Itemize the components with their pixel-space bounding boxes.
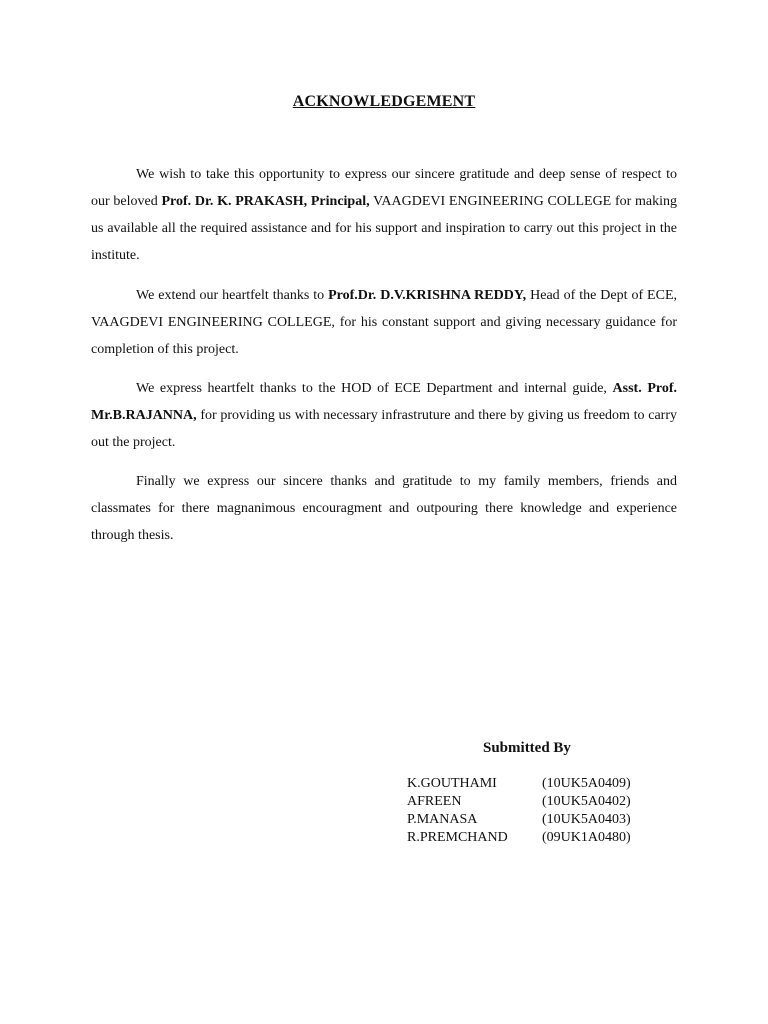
member-roll-number: (10UK5A0402) <box>542 794 631 809</box>
paragraph-text: We extend our heartfelt thanks to <box>136 288 329 303</box>
paragraph-bold-name: Prof.Dr. D.V.KRISHNA REDDY, <box>328 288 527 303</box>
member-row <box>407 811 631 829</box>
paragraph-text: VAAGDEVI ENGINEERING COLLEGE for making us available all the required assistance and for his support and inspiration to carry out this project in the institute. <box>91 194 677 263</box>
paragraph-text: Finally we express our sincere thanks and gratitude to my family members, friends and classmates for there magnanimous encouragment and outpouring there knowledge and experience through thesis. <box>91 474 677 543</box>
page-title: ACKNOWLEDGEMENT <box>292 93 476 110</box>
member-row <box>407 793 631 811</box>
paragraph-principal-thanks <box>91 161 677 269</box>
paragraph-text: Head of the Dept of ECE, VAAGDEVI ENGINEERING COLLEGE, for his constant support and giving necessary guidance for completion of this project. <box>91 288 677 357</box>
member-row <box>407 829 631 847</box>
member-name: R.PREMCHAND <box>407 830 508 845</box>
members-list <box>407 775 631 847</box>
member-row <box>407 775 631 793</box>
submitted-by-heading: Submitted By <box>483 740 571 756</box>
paragraph-bold-name: Prof. Dr. K. PRAKASH, Principal, <box>161 194 370 209</box>
member-name: K.GOUTHAMI <box>407 776 497 791</box>
member-name: P.MANASA <box>407 812 478 827</box>
member-roll-number: (10UK5A0403) <box>542 812 631 827</box>
paragraph-bold-name: Asst. Prof. Mr.B.RAJANNA, <box>91 381 678 423</box>
paragraph-family-thanks <box>91 468 677 549</box>
paragraph-guide-thanks <box>91 375 677 456</box>
paragraph-text: We wish to take this opportunity to express our sincere gratitude and deep sense of respect to our beloved <box>91 167 677 209</box>
member-roll-number: (10UK5A0409) <box>542 776 631 791</box>
member-name: AFREEN <box>407 794 462 809</box>
paragraph-text: for providing us with necessary infrastruture and there by giving us freedom to carry out the project. <box>91 408 677 450</box>
paragraph-text: We express heartfelt thanks to the HOD of ECE Department and internal guide, <box>136 381 613 396</box>
paragraph-hod-thanks <box>91 282 677 363</box>
member-roll-number: (09UK1A0480) <box>542 830 631 845</box>
